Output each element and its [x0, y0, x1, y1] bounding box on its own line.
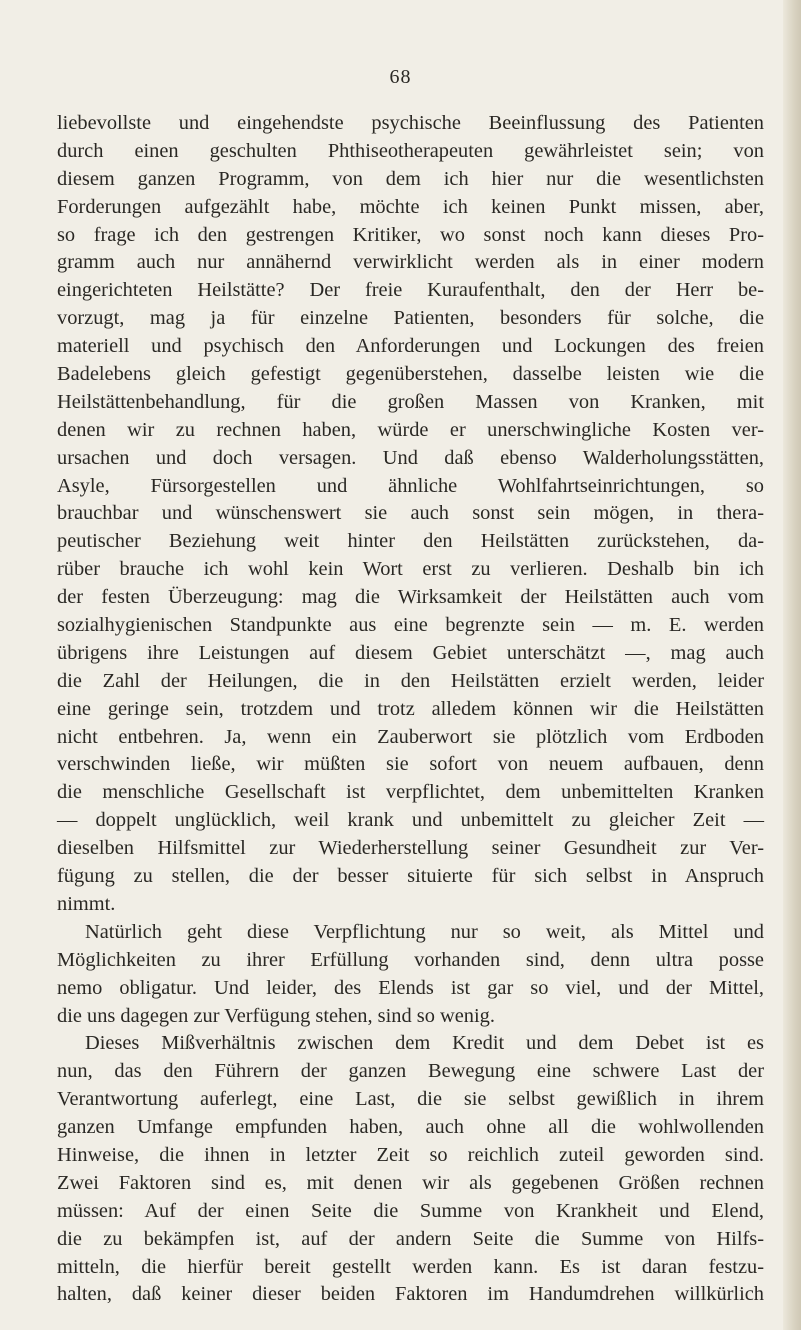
text-line: so frage ich den gestrengen Kritiker, wo sonst noch kann dieses Pro- — [57, 223, 764, 246]
text-line: die menschliche Gesellschaft ist verpflichtet, dem unbemittelten Kranken — [57, 781, 764, 804]
text-line: ganzen Umfange empfunden haben, auch ohne all die wohlwollenden — [57, 1116, 764, 1139]
text-line: diesem ganzen Programm, von dem ich hier nur die wesentlichsten — [57, 167, 764, 190]
text-line: Möglichkeiten zu ihrer Erfüllung vorhanden sind, denn ultra posse — [57, 948, 764, 971]
text-line: peutischer Beziehung weit hinter den Heilstätten zurückstehen, da- — [57, 530, 764, 553]
text-line: Hinweise, die ihnen in letzter Zeit so reichlich zuteil geworden sind. — [57, 1143, 764, 1166]
text-line: Forderungen aufgezählt habe, möchte ich keinen Punkt missen, aber, — [57, 195, 764, 218]
page-number: 68 — [389, 66, 412, 88]
text-line: Asyle, Fürsorgestellen und ähnliche Wohlfahrtseinrichtungen, so — [57, 474, 764, 497]
text-line: gramm auch nur annähernd verwirklicht werden als in einer modern — [57, 251, 764, 274]
text-line: vorzugt, mag ja für einzelne Patienten, besonders für solche, die — [57, 307, 764, 330]
paragraph-end-line: nimmt. — [57, 892, 116, 915]
text-line: verschwinden ließe, wir müßten sie sofort von neuem aufbauen, denn — [57, 753, 764, 776]
body-text — [57, 110, 764, 1309]
text-line: der festen Überzeugung: mag die Wirksamkeit der Heilstätten auch vom — [57, 586, 764, 609]
text-line: die zu bekämpfen ist, auf der andern Seite die Summe von Hilfs- — [57, 1227, 764, 1250]
text-line: die Zahl der Heilungen, die in den Heilstätten erzielt werden, leider — [57, 669, 764, 692]
text-line: liebevollste und eingehendste psychische Beeinflussung des Patienten — [57, 112, 764, 134]
text-line: Verantwortung auferlegt, eine Last, die sie selbst gewißlich in ihrem — [57, 1088, 764, 1111]
text-line: Badelebens gleich gefestigt gegenüberstehen, dasselbe leisten wie die — [57, 363, 764, 386]
text-line: dieselben Hilfsmittel zur Wiederherstellung seiner Gesundheit zur Ver- — [57, 837, 764, 860]
text-line: sozialhygienischen Standpunkte aus eine begrenzte sein — m. E. werden — [57, 614, 764, 637]
text-line: fügung zu stellen, die der besser situierte für sich selbst in Anspruch — [57, 865, 764, 888]
text-line: halten, daß keiner dieser beiden Faktoren im Handumdrehen willkürlich — [57, 1283, 764, 1306]
text-line: Heilstättenbehandlung, für die großen Massen von Kranken, mit — [57, 390, 764, 413]
text-line: nemo obligatur. Und leider, des Elends ist gar so viel, und der Mittel, — [57, 976, 764, 999]
text-line: durch einen geschulten Phthiseotherapeuten gewährleistet sein; von — [57, 139, 764, 162]
text-line: eine geringe sein, trotzdem und trotz alledem können wir die Heilstätten — [57, 697, 764, 720]
text-line: nicht entbehren. Ja, wenn ein Zauberwort sie plötzlich vom Erdboden — [57, 725, 764, 748]
text-line: müssen: Auf der einen Seite die Summe von Krankheit und Elend, — [57, 1199, 764, 1222]
text-line: Zwei Faktoren sind es, mit denen wir als gegebenen Größen rechnen — [57, 1171, 764, 1194]
text-line: rüber brauche ich wohl kein Wort erst zu verlieren. Deshalb bin ich — [57, 558, 764, 581]
paragraph-end-line: die uns dagegen zur Verfügung stehen, sind so wenig. — [57, 1004, 495, 1027]
text-line: brauchbar und wünschenswert sie auch sonst sein mögen, in thera- — [57, 502, 764, 525]
text-line: übrigens ihre Leistungen auf diesem Gebiet unterschätzt —, mag auch — [57, 641, 764, 664]
text-line: nun, das den Führern der ganzen Bewegung eine schwere Last der — [57, 1060, 764, 1083]
text-line: denen wir zu rechnen haben, würde er unerschwingliche Kosten ver- — [57, 418, 764, 441]
paragraph-start-line: Natürlich geht diese Verpflichtung nur so weit, als Mittel und — [85, 920, 764, 943]
text-line: eingerichteten Heilstätte? Der freie Kuraufenthalt, den der Herr be- — [57, 279, 764, 302]
text-line: ursachen und doch versagen. Und daß ebenso Walderholungsstätten, — [57, 446, 764, 469]
text-line: mitteln, die hierfür bereit gestellt werden kann. Es ist daran festzu- — [57, 1255, 764, 1278]
page-edge-shadow — [783, 0, 801, 1330]
text-line: — doppelt unglücklich, weil krank und unbemittelt zu gleicher Zeit — — [57, 809, 764, 832]
paragraph-start-line: Dieses Mißverhältnis zwischen dem Kredit und dem Debet ist es — [85, 1032, 764, 1055]
text-line: materiell und psychisch den Anforderungen und Lockungen des freien — [57, 335, 764, 358]
